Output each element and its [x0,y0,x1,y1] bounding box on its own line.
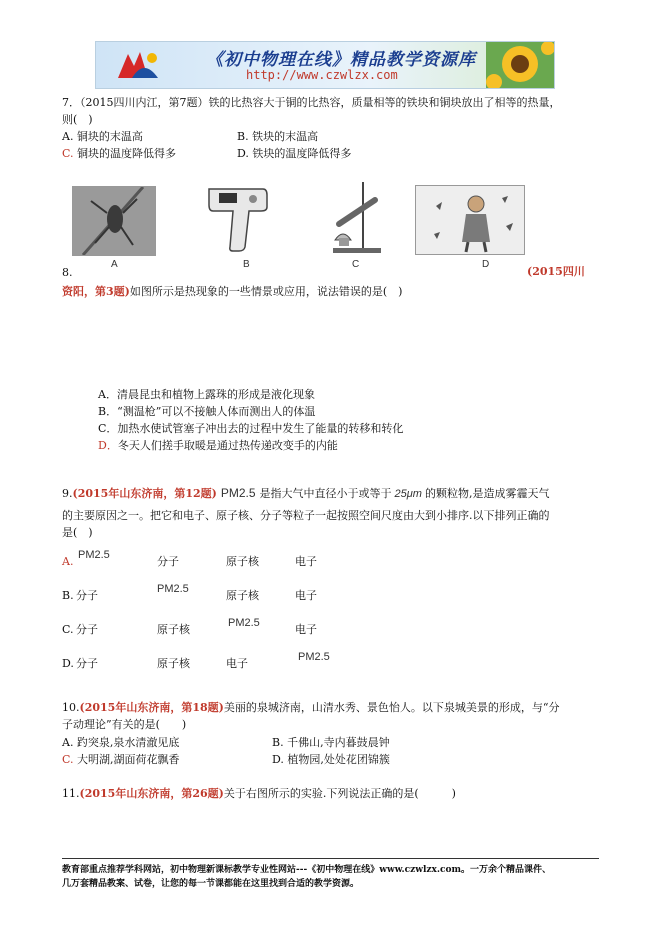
q9-option-d-item-2: 原子核 [157,657,190,670]
header-banner [95,41,555,89]
q9-option-d-item-4: PM2.5 [298,651,330,663]
q9-option-d-item-3: 电子 [226,657,248,670]
q8-option-c: C．加热水使试管塞子冲出去的过程中发生了能量的转移和转化 [98,422,404,435]
q9-stem-line2: 的主要原因之一。把它和电子、原子核、分子等粒子一起按照空间尺度由大到小排序.以下排列正确的 [62,509,550,522]
q9-stem-end: 的颗粒物,是造成雾霾天气 [424,487,550,500]
q10-option-d: D. 植物园,处处花团锦簇 [272,753,390,766]
q8-number: 8. [62,266,73,279]
q7-option-c-letter: C. [62,147,74,160]
q10-option-c [62,753,180,767]
q9-stem-mid: 是指大气中直径小于或等于 [259,487,392,500]
q8-stem-line [62,285,402,299]
figure-label-c: C [352,259,360,270]
q9-number: 9. [62,487,73,500]
q9-option-a-item-3: 原子核 [226,555,259,568]
q9-option-a-letter: A. [62,555,74,568]
q9-option-c-item-4: 电子 [295,623,317,636]
q8-option-d-letter: D． [98,439,118,452]
q10-source: (2015年山东济南，第18题) [79,701,224,714]
logo-icon [114,48,162,84]
q9-size: 25μm [394,488,422,500]
q9-option-c-item-1: 分子 [76,623,98,636]
q7-option-c [62,147,176,161]
q10-stem-line2: 子动理论”有关的是( ) [62,718,187,731]
q7-option-c-text: 铜块的温度降低得多 [73,147,177,160]
test-tube-icon [325,180,385,255]
q9-pm25: PM2.5 [220,486,256,500]
q11-source: (2015年山东济南，第26题) [79,787,224,800]
q8-option-d-text: 冬天人们搓手取暖是通过热传递改变手的内能 [117,439,338,452]
q7-option-b: B. 铁块的末温高 [237,130,319,143]
person-icon [416,186,524,254]
q9-option-c-letter: C. [62,623,74,636]
q9-option-b-item-3: 原子核 [226,589,259,602]
q9-source: (2015年山东济南，第12题) [72,487,217,500]
banner-title: 《初中物理在线》精品教学资源库 [206,50,476,70]
q8-option-a: A．清晨昆虫和植物上露珠的形成是液化现象 [98,388,315,401]
q7-option-d: D. 铁块的温度降低得多 [237,147,352,160]
q8-source-cont: 资阳，第3题) [62,285,130,298]
q9-option-a-item-1: PM2.5 [78,549,110,561]
thermometer-gun-icon [205,185,270,253]
figure-c-test-tube-heating [325,180,385,255]
q9-option-b-item-1: 分子 [76,589,98,602]
figure-d-rubbing-hands [415,185,525,255]
q9-option-d-letter: D. [62,657,74,670]
q10-stem [62,701,559,715]
q10-option-a: A. 趵突泉,泉水清澈见底 [62,736,180,749]
figure-label-a: A [111,259,118,270]
footer-line-1: 教育部重点推荐学科网站，初中物理新课标教学专业性网站---《初中物理在线》www.czwlzx.com。一万余个精品课件、 [62,865,552,875]
q10-option-c-text: 大明湖,湖面荷花飘香 [73,753,180,766]
q10-option-b: B. 千佛山,寺内暮鼓晨钟 [272,736,390,749]
q10-option-c-letter: C. [62,753,74,766]
q9-option-c-item-2: 原子核 [157,623,190,636]
q11-number: 11. [62,787,80,800]
q9-option-b-letter: B. [62,589,74,602]
q7-stem-cont: 则( ) [62,113,93,126]
sunflower-icon [486,42,554,88]
q8-source: (2015四川 [527,265,585,278]
q9-option-d-item-1: 分子 [76,657,98,670]
q9-option-c-item-3: PM2.5 [228,617,260,629]
q9-option-a-item-2: 分子 [157,555,179,568]
footer-divider [62,858,599,859]
insect-icon [73,187,155,255]
q9-option-a-item-4: 电子 [295,555,317,568]
figure-b-thermometer-gun [205,185,270,253]
q9-option-b-item-2: PM2.5 [157,583,189,595]
q8-stem: 如图所示是热现象的一些情景或应用，说法错误的是( ) [129,285,403,298]
q9-stem-line3: 是( ) [62,526,93,539]
figure-label-d: D [482,259,490,270]
q10-stem-text: 美丽的泉城济南，山清水秀、景色怡人。以下泉城美景的形成，与“分 [223,701,560,714]
q11-stem [62,787,456,801]
q8-option-d [98,439,338,453]
q9-option-b-item-4: 电子 [295,589,317,602]
q8-option-b: B．“测温枪”可以不接触人体而测出人的体温 [98,405,316,418]
footer-line-2: 几万套精品教案、试卷，让您的每一节课都能在这里找到合适的教学资源。 [62,879,360,889]
q11-stem-text: 关于右图所示的实验.下列说法正确的是( ) [223,787,456,800]
q7-stem: 7．（2015四川内江，第7题）铁的比热容大于铜的比热容，质量相等的铁块和铜块放出了相等的热量， [62,96,561,109]
banner-url: http://www.czwlzx.com [246,68,398,82]
q10-number: 10. [62,701,80,714]
q7-option-a: A. 铜块的末温高 [62,130,143,143]
q9-stem [62,486,549,501]
figure-a-dewdrop-insect [72,186,156,256]
figure-label-b: B [243,259,250,270]
